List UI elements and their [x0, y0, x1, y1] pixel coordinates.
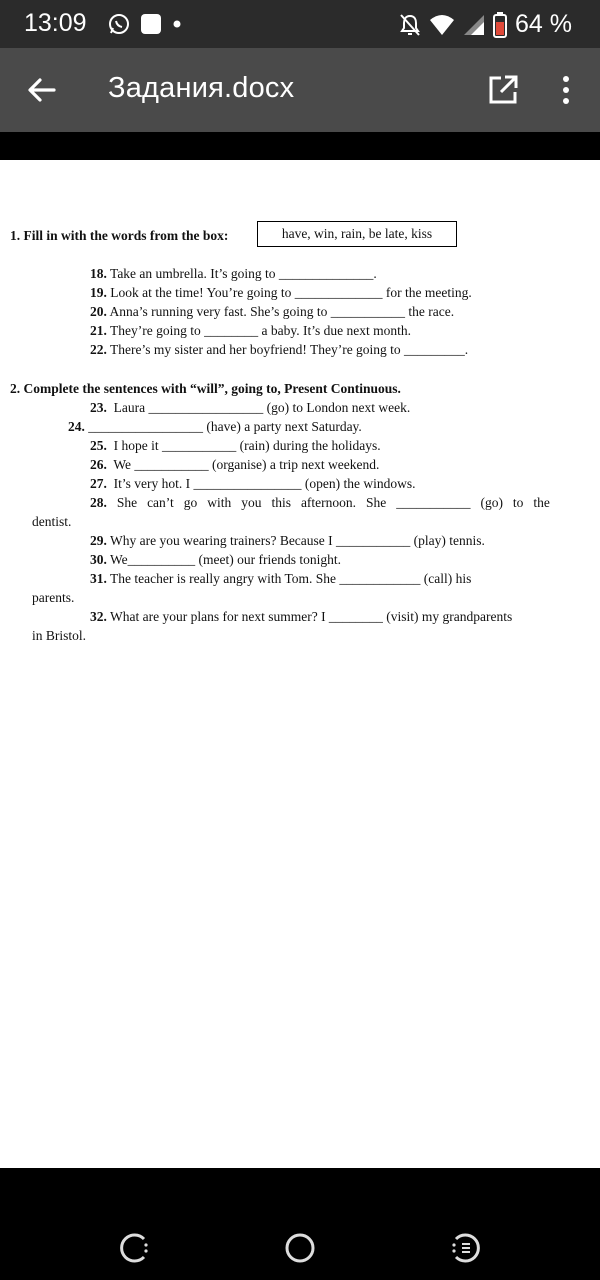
home-icon[interactable] — [282, 1230, 318, 1266]
list-item: 31. The teacher is really angry with Tom. She ____________ (call) his — [90, 571, 472, 586]
status-time: 13:09 — [24, 9, 87, 37]
task2-title: 2. Complete the sentences with “will”, going to, Present Continuous. — [10, 381, 401, 396]
navigation-bar — [0, 1168, 600, 1280]
status-notification-icons — [108, 12, 182, 36]
list-item: 25. I hope it ___________ (rain) during the holidays. — [90, 438, 381, 453]
list-item: 29. Why are you wearing trainers? Because I ___________ (play) tennis. — [90, 533, 485, 548]
dot-icon — [172, 13, 182, 35]
list-item: 18. Take an umbrella. It’s going to ______________. — [90, 266, 377, 281]
list-item-continuation: in Bristol. — [32, 628, 87, 643]
list-item: 19. Look at the time! You’re going to _____________ for the meeting. — [90, 285, 472, 300]
bell-off-icon — [399, 13, 421, 37]
list-item: 24. _________________ (have) a party next Saturday. — [68, 419, 362, 434]
list-item-continuation: parents. — [32, 590, 75, 605]
status-system-icons — [399, 10, 572, 39]
task1-title: 1. Fill in with the words from the box: — [10, 228, 229, 243]
list-item: 28. She can’t go with you this afternoon. She ___________ (go) to the — [90, 495, 550, 510]
list-item: 32. What are your plans for next summer? I ________ (visit) my grandparents — [90, 609, 513, 624]
back-arrow-icon[interactable] — [26, 74, 58, 106]
battery-icon — [493, 12, 507, 38]
battery-percent: 64 % — [515, 10, 572, 38]
list-item: 26. We ___________ (organise) a trip next weekend. — [90, 457, 380, 472]
list-item: 21. They’re going to ________ a baby. It’s due next month. — [90, 323, 411, 338]
signal-icon — [463, 14, 485, 36]
app-square-icon — [140, 13, 162, 35]
open-external-icon[interactable] — [487, 74, 519, 106]
wifi-icon — [429, 14, 455, 36]
list-item: 27. It’s very hot. I ________________ (open) the windows. — [90, 476, 416, 491]
recent-apps-icon[interactable] — [116, 1230, 152, 1266]
status-bar — [0, 0, 600, 48]
more-vert-icon[interactable] — [556, 74, 576, 106]
list-item: 30. We__________ (meet) our friends tonight. — [90, 552, 342, 567]
list-item-continuation: dentist. — [32, 514, 72, 529]
list-item: 22. There’s my sister and her boyfriend! They’re going to _________. — [90, 342, 469, 357]
document-top-gap — [0, 132, 600, 160]
back-icon[interactable] — [448, 1230, 484, 1266]
list-item: 20. Anna’s running very fast. She’s going to ___________ the race. — [90, 304, 455, 319]
list-item: 23. Laura _________________ (go) to London next week. — [90, 400, 411, 415]
app-bar — [0, 48, 600, 132]
document-page[interactable] — [0, 160, 600, 1168]
word-box: have, win, rain, be late, kiss — [257, 221, 457, 247]
whatsapp-icon — [108, 13, 130, 35]
document-title: Задания.docx — [108, 72, 295, 104]
